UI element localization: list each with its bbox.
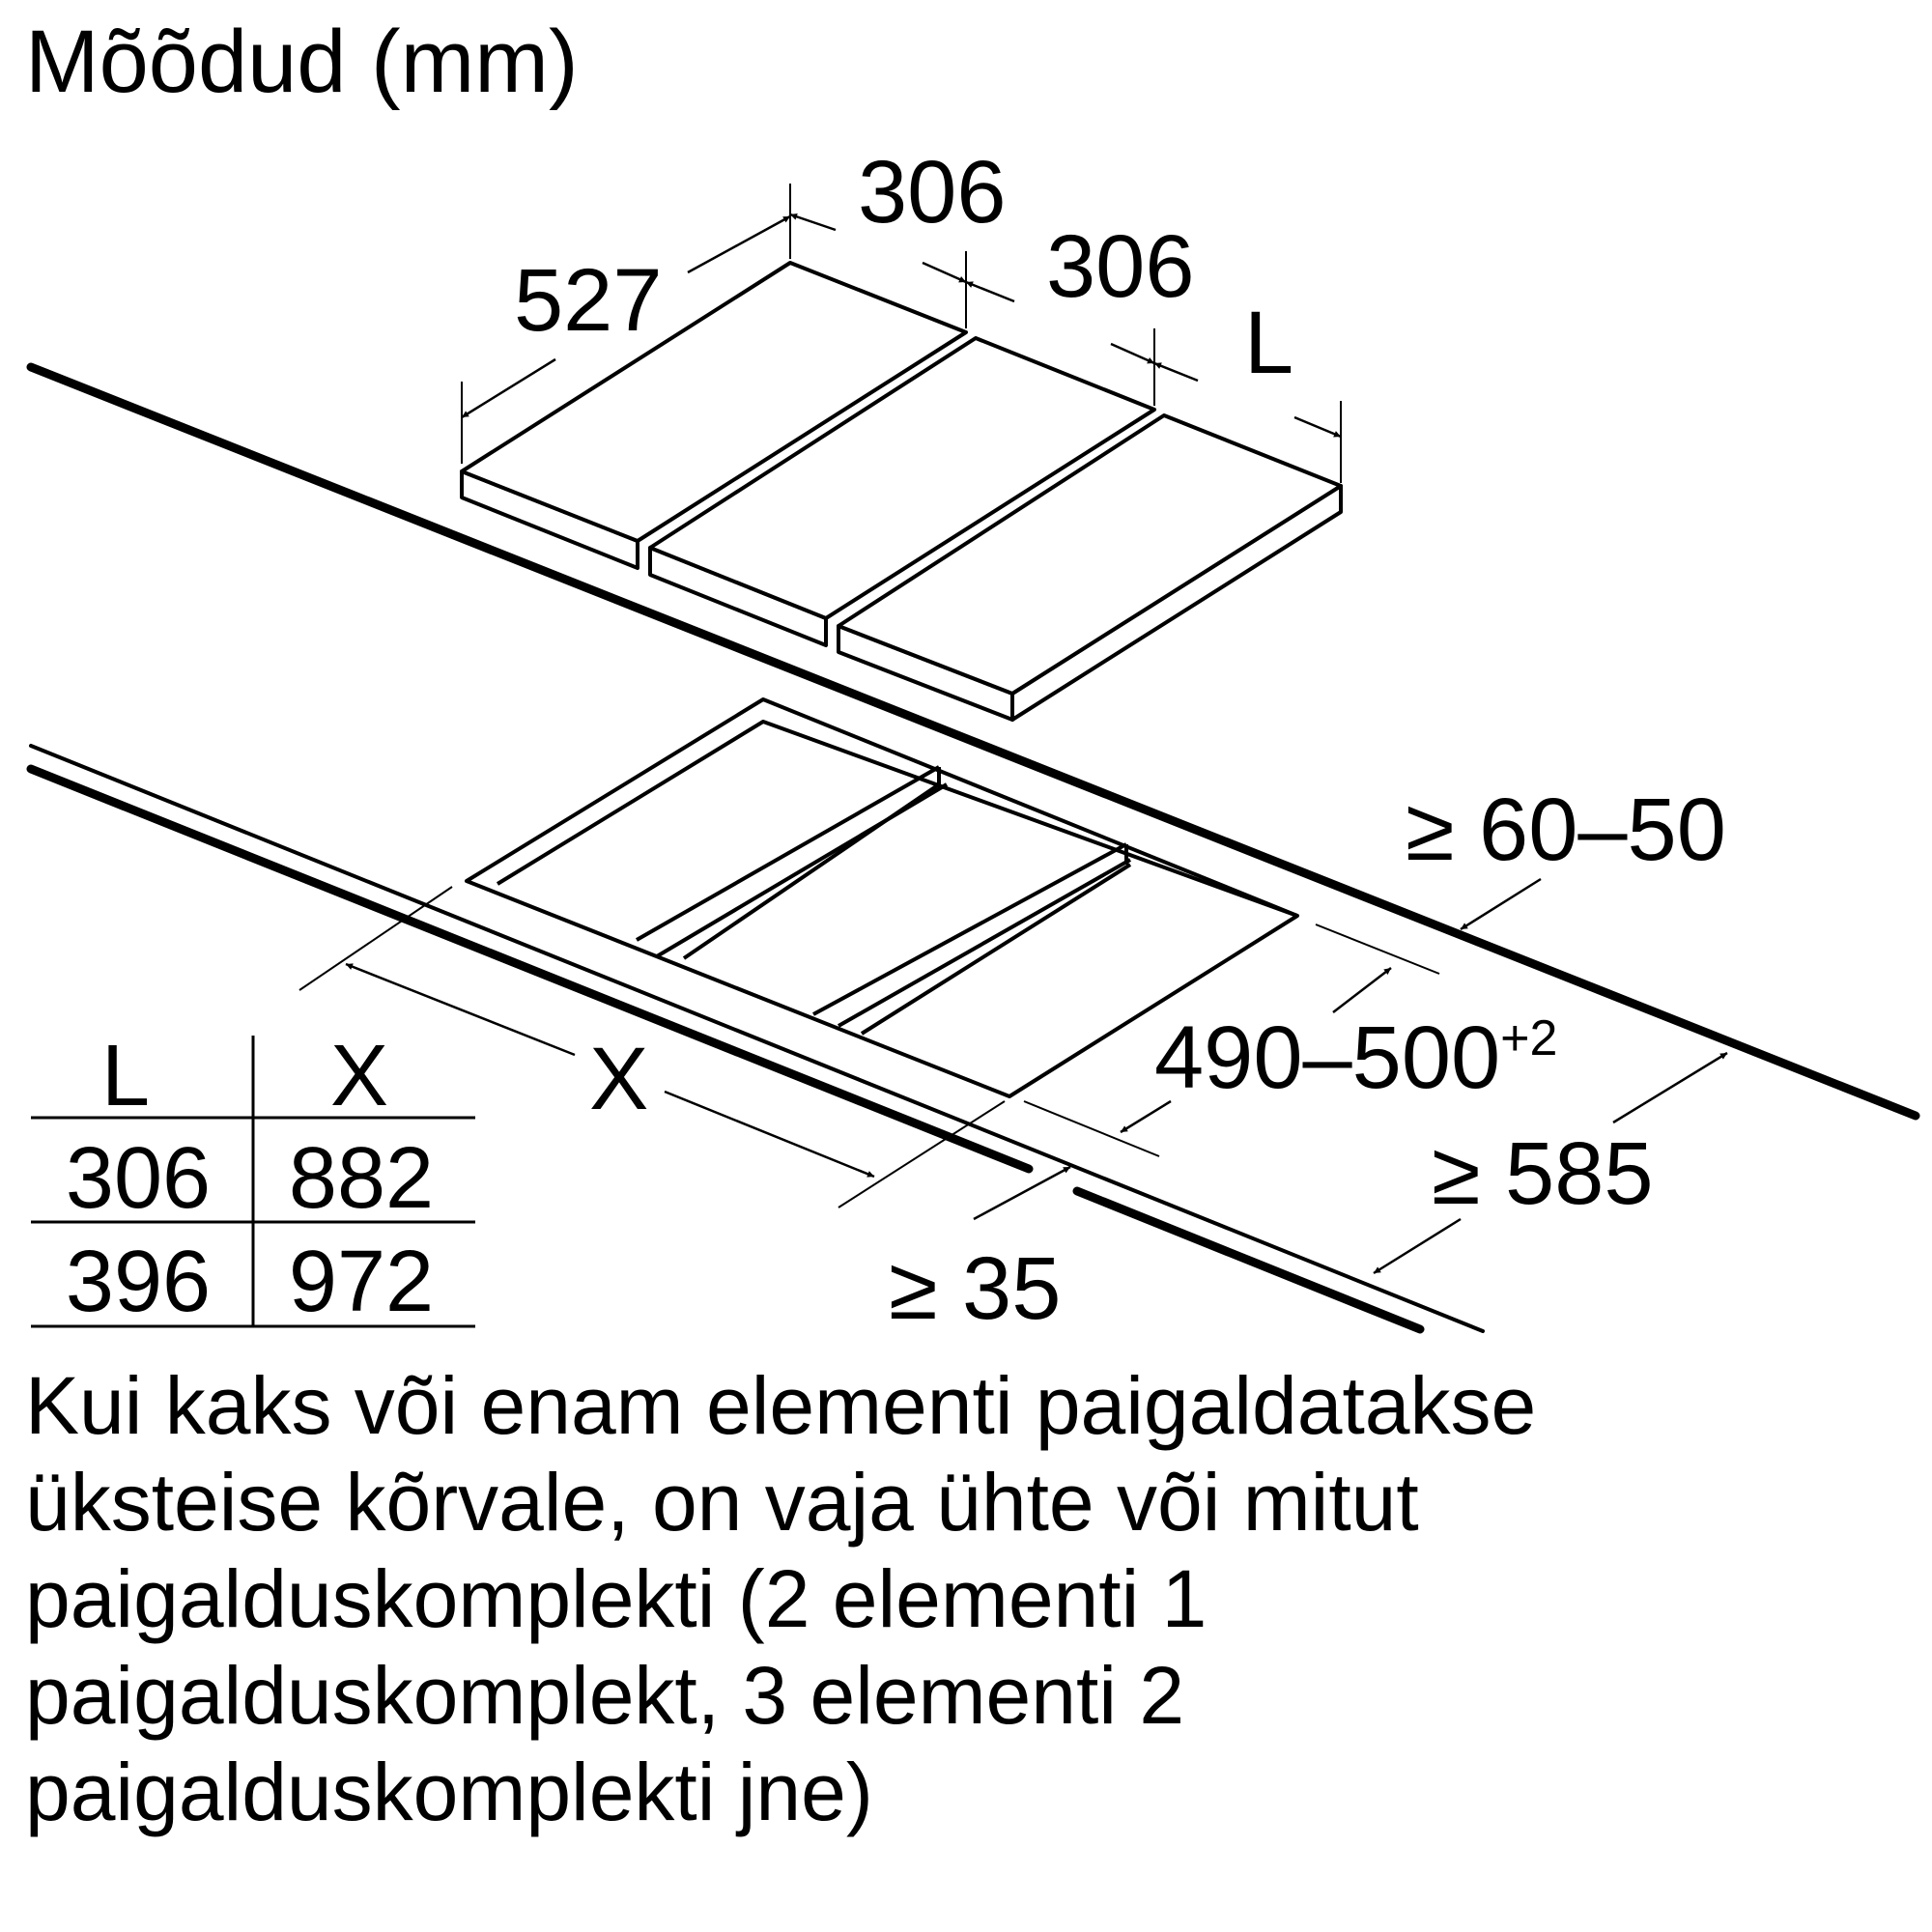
table-cell-r1-X: 882 <box>288 1130 435 1227</box>
label-min-front-distance: ≥ 35 <box>889 1239 1062 1338</box>
label-min-rear-distance: ≥ 60–50 <box>1406 781 1726 879</box>
dim-L-arrow-right <box>1294 417 1341 437</box>
label-cutout-width: X <box>589 1030 649 1128</box>
dim-60-50-arrow <box>1461 879 1541 929</box>
dim-306-b-arrow-right <box>1111 344 1154 363</box>
note-line: üksteise kõrvale, on vaja ühte või mitut <box>25 1457 1419 1548</box>
worktop-front-edge-right <box>1077 1191 1420 1329</box>
note-line: paigalduskomplekti jne) <box>25 1747 873 1837</box>
dim-585-arrow-bottom <box>1374 1219 1461 1273</box>
note-line: paigalduskomplekti (2 elementi 1 <box>25 1553 1208 1644</box>
table-header-X: X <box>329 1028 389 1124</box>
label-cutout-depth-tolerance: +2 <box>1500 1010 1558 1066</box>
dim-585-arrow-top <box>1613 1053 1727 1122</box>
label-module-width-2: 306 <box>1046 217 1195 316</box>
worktop-front-edge-left <box>31 769 1029 1169</box>
dim-35-arrow <box>974 1167 1070 1219</box>
installation-note <box>25 1357 1918 1840</box>
dim-306-a-arrow-left <box>790 214 836 230</box>
label-module-width-1: 306 <box>858 143 1007 242</box>
dim-L-arrow-left <box>1154 363 1198 381</box>
table-cell-r1-L: 306 <box>65 1130 212 1227</box>
lx-table <box>31 1028 475 1330</box>
table-cell-r2-L: 396 <box>65 1234 212 1330</box>
label-cutout-depth-value: 490–500 <box>1154 1009 1501 1107</box>
table-header-L: L <box>100 1028 151 1124</box>
dim-490-arrow-top <box>1333 968 1391 1012</box>
table-cell-r2-X: 972 <box>288 1234 435 1330</box>
note-line: paigalduskomplekt, 3 elementi 2 <box>25 1650 1185 1741</box>
dim-306-b-arrow-left <box>966 282 1014 301</box>
dim-X-arrow-right <box>665 1092 874 1177</box>
dim-306-a-arrow-right <box>923 263 966 282</box>
label-min-worktop-depth: ≥ 585 <box>1432 1124 1654 1223</box>
label-variable-width: L <box>1244 294 1294 392</box>
dim-527-arrow-top <box>688 216 790 272</box>
note-line: Kui kaks või enam elementi paigaldatakse <box>25 1360 1537 1451</box>
dim-527-arrow-bottom <box>462 359 555 417</box>
page-title: Mõõdud (mm) <box>25 13 579 111</box>
label-depth: 527 <box>514 251 663 350</box>
label-cutout-depth <box>1154 1009 1557 1107</box>
